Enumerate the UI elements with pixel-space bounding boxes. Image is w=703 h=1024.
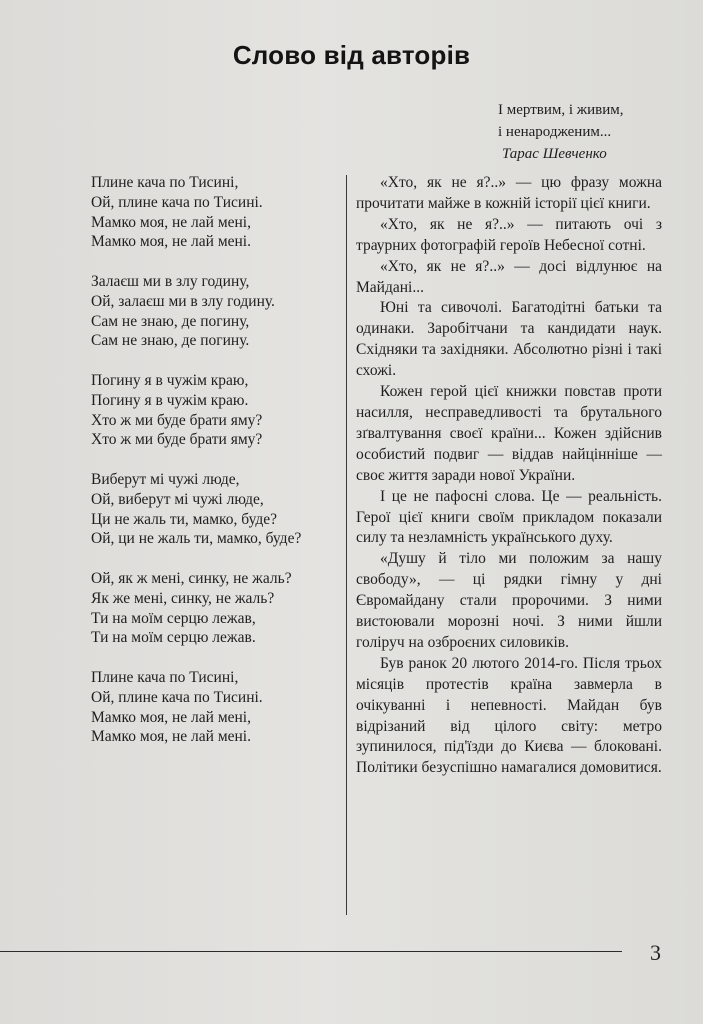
poem-line: Ой, залаєш ми в злу годину. bbox=[91, 292, 275, 310]
poem-line: Погину я в чужім краю. bbox=[91, 391, 249, 409]
column-divider bbox=[346, 175, 347, 915]
poem-line: Мамко моя, не лай мені, bbox=[91, 213, 251, 231]
prose-paragraph: І це не пафосні слова. Це — реальність. Герої цієї книги своїм прикладом показали силу та незламність українського духу. bbox=[356, 487, 662, 547]
epigraph-line: І мертвим, і живим, bbox=[498, 102, 624, 118]
poem-line: Ти на моїм серцю лежав, bbox=[91, 609, 256, 627]
prose-paragraph: Юні та сивочолі. Багатодітні батьки та одинаки. Заробітчани та кандидати наук. Східняки та західняки. Абсолютно різні і такі схожі. bbox=[356, 299, 662, 380]
prose-paragraph: «Хто, як не я?..» — питають очі з траурних фотографій героїв Небесної сотні. bbox=[356, 215, 662, 254]
page-title: Слово від авторів bbox=[232, 40, 471, 70]
prose-paragraph: «Душу й тіло ми положим за нашу свободу», — ці рядки гімну у дні Євромайдану стали пророчими. З ними вистоювали морозні ночі. З ними йшли голіруч на озброєних силовиків. bbox=[356, 550, 662, 651]
poem-line: Погину я в чужім краю, bbox=[91, 371, 249, 389]
poem-line: Мамко моя, не лай мені, bbox=[91, 708, 251, 726]
poem-line: Залаєш ми в злу годину, bbox=[91, 272, 250, 290]
poem-line: Ой, ци не жаль ти, мамко, буде? bbox=[91, 530, 302, 548]
poem-line: Плине кача по Тисині, bbox=[91, 668, 239, 686]
poem-stanza bbox=[91, 272, 341, 351]
poem-line: Хто ж ми буде брати яму? bbox=[91, 431, 263, 449]
poem-line: Як же мені, синку, не жаль? bbox=[91, 589, 275, 607]
poem-line: Сам не знаю, де погину, bbox=[91, 312, 250, 330]
poem-stanza bbox=[91, 569, 341, 648]
poem-line: Ой, плине кача по Тисині. bbox=[91, 688, 263, 706]
prose-paragraph: Був ранок 20 лютого 2014-го. Після трьох місяців протестів країна завмерла в очікуванні і непевності. Майдан був відрізаний від цілого світу: метро зупинилося, під'їзди до Києва — блоковані. Політики безуспішно намагалися домовитися. bbox=[356, 654, 662, 777]
poem-line: Ой, як ж мені, синку, не жаль? bbox=[91, 569, 292, 587]
poem-line: Ци не жаль ти, мамко, буде? bbox=[91, 510, 277, 528]
prose-paragraph: Кожен герой цієї книжки повстав проти насилля, несправедливості та брутального зґвалтування своєї країни... Кожен здійснив особистий подвиг — віддав найцінніше — своє життя заради нової України. bbox=[356, 383, 662, 484]
poem bbox=[91, 173, 341, 767]
poem-line: Мамко моя, не лай мені. bbox=[91, 728, 251, 746]
poem-line: Сам не знаю, де погину. bbox=[91, 332, 250, 350]
page-number: 3 bbox=[650, 940, 661, 965]
footer-rule bbox=[0, 951, 622, 952]
poem-line: Ти на моїм серцю лежав. bbox=[91, 629, 256, 647]
epigraph-line: і ненародженим... bbox=[498, 124, 612, 140]
poem-line: Ой, плине кача по Тисині. bbox=[91, 193, 263, 211]
poem-line: Плине кача по Тисині, bbox=[91, 174, 239, 191]
poem-stanza bbox=[91, 173, 341, 252]
prose-paragraph: «Хто, як не я?..» — досі відлунює на Майдані... bbox=[356, 257, 662, 296]
prose-paragraph: «Хто, як не я?..» — цю фразу можна прочитати майже в кожній історії цієї книги. bbox=[356, 174, 662, 212]
poem-line: Виберут мі чужі люде, bbox=[91, 470, 240, 488]
poem-line: Ой, виберут мі чужі люде, bbox=[91, 490, 264, 508]
epigraph-author: Тарас Шевченко bbox=[502, 146, 607, 162]
poem-stanza bbox=[91, 668, 341, 747]
epigraph bbox=[498, 99, 624, 165]
poem-line: Хто ж ми буде брати яму? bbox=[91, 411, 263, 429]
poem-stanza bbox=[91, 470, 341, 549]
poem-stanza bbox=[91, 371, 341, 450]
poem-line: Мамко моя, не лай мені. bbox=[91, 233, 251, 251]
prose-column bbox=[356, 173, 662, 779]
